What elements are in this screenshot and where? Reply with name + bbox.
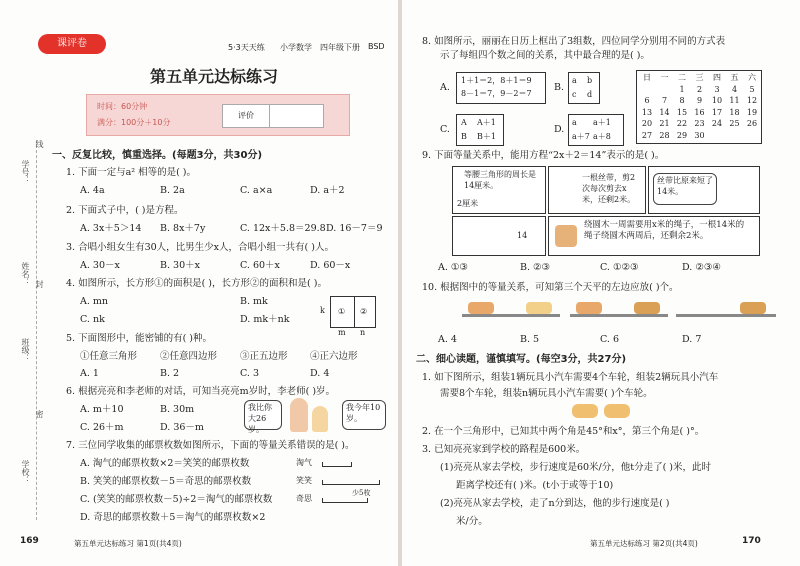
q8-text: 8. 如图所示，丽丽在日历上框出了3组数，四位同学分别用不同的方式表 — [422, 36, 726, 47]
calendar-day: 2 — [696, 84, 703, 94]
student-figure — [312, 406, 328, 432]
calendar-day: 6 — [644, 96, 650, 105]
calendar-day: 30 — [694, 130, 705, 140]
calendar-day: 1 — [679, 84, 685, 94]
q5-text: 5. 下面图形中，能密铺的有( )种。 — [66, 333, 213, 344]
q4-text: 4. 如图所示，长方形①的面积是( )，长方形②的面积和是( )。 — [66, 278, 327, 289]
s2-q3-1-text-cont: 距离学校还有( )米。(t小于或等于10) — [456, 480, 614, 491]
q9-figure-2 — [548, 166, 646, 214]
q8-option-b-box — [568, 72, 600, 104]
q7-option-d[interactable]: D. 奇思的邮票枚数＋5＝淘气的邮票枚数×2 — [80, 512, 266, 523]
q9-text: 9. 下面等量关系中，能用方程“2x＋2＝14”表示的是( )。 — [422, 150, 665, 161]
balance-2 — [570, 300, 668, 320]
toy-car-2 — [604, 404, 630, 418]
q9-fig2-text: 一根丝带，剪2次每次剪去x米，还剩2米。 — [579, 171, 645, 209]
s2-q1-text-cont: 需要8个车轮，组装n辆玩具小汽车需要( )个车轮。 — [440, 388, 653, 399]
calendar-weekday: 五 — [730, 73, 739, 82]
subject-label: 小学数学 — [280, 43, 312, 52]
calendar-weekday: 二 — [678, 73, 686, 82]
q5-option-c[interactable]: C. 3 — [240, 368, 260, 379]
q8d-3: a＋7 — [572, 132, 590, 141]
q9-option-b[interactable]: B. ②③ — [520, 262, 551, 273]
school-label: 学校： — [21, 460, 30, 484]
footer-left: 第五单元达标练习 第1页(共4页) — [74, 539, 182, 548]
q2-option-d[interactable]: D. 16－7＝9 — [326, 223, 383, 234]
stamp-diff-label: 少5枚 — [352, 489, 371, 497]
calendar-day: 10 — [711, 96, 723, 105]
student-no-label: 学号： — [21, 160, 30, 184]
balance-3 — [676, 300, 776, 320]
score-box[interactable] — [222, 104, 324, 128]
calendar-day: 23 — [694, 119, 705, 128]
page-fold — [398, 0, 402, 566]
q1-option-b[interactable]: B. 2a — [160, 185, 185, 196]
q7-option-b[interactable]: B. 笑笑的邮票枚数－5＝奇思的邮票枚数 — [80, 476, 252, 487]
q2-text: 2. 下面式子中，( )是方程。 — [66, 205, 184, 216]
s2-q3-2-text: (2)亮亮从家去学校，走了n分到达，他的步行速度是( ) — [440, 498, 670, 509]
teacher-speech-bubble: 我比你大26岁。 — [244, 400, 282, 430]
q8a-line-2: 8－1＝7，9－2＝7 — [461, 89, 532, 98]
q8c-4: B＋1 — [477, 132, 496, 141]
q1-option-a[interactable]: A. 4a — [80, 185, 105, 196]
seal-mark: 封 — [35, 280, 44, 288]
calendar — [636, 70, 762, 144]
q8d-4: a＋8 — [593, 132, 611, 141]
calendar-day: 15 — [676, 107, 688, 117]
q8-option-d-box — [568, 114, 624, 146]
grade-label: 四年级下册 — [320, 43, 360, 52]
q6-option-a[interactable]: A. m＋10 — [80, 404, 124, 415]
q5-item-4: ④正六边形 — [310, 351, 358, 362]
class-label: 班级： — [21, 338, 30, 362]
q4-option-d[interactable]: D. mk＋nk — [240, 314, 290, 325]
q10-option-b[interactable]: B. 5 — [520, 334, 540, 345]
calendar-weekday: 三 — [695, 73, 704, 82]
teacher-figure — [290, 398, 308, 432]
stamp-bar-xiaoxiao — [322, 480, 380, 485]
q8b-b: b — [587, 76, 593, 85]
q9-figure-4 — [452, 216, 546, 256]
s2-q3-text: 3. 已知亮亮家到学校的路程是600米。 — [422, 444, 586, 455]
calendar-weekday: 一 — [660, 73, 669, 82]
q2-option-b[interactable]: B. 8x＋7y — [160, 223, 206, 234]
time-label: 时间：60分钟 — [97, 102, 148, 111]
q7-text: 7. 三位同学收集的邮票枚数如图所示，下面的等量关系错误的是( )。 — [66, 440, 355, 451]
q9-fig1-label: 2厘米 — [457, 199, 479, 208]
calendar-day: 12 — [746, 96, 758, 105]
calendar-day: 17 — [711, 107, 723, 117]
q8-option-c-letter[interactable]: C. — [440, 124, 450, 135]
q8c-3: B — [461, 132, 467, 141]
q1-option-d[interactable]: D. a＋2 — [310, 185, 345, 196]
q8a-line-1: 1＋1＝2，8＋1＝9 — [461, 76, 532, 85]
calendar-day: 28 — [659, 130, 670, 140]
q10-text: 10. 根据图中的等量关系，可知第三个天平的左边应放( )个。 — [422, 282, 679, 293]
q10-option-c[interactable]: C. 6 — [600, 334, 620, 345]
section-2-title: 二、细心读题，谨慎填写。(每空3分，共27分) — [416, 354, 627, 365]
s2-q2-text: 2. 在一个三角形中，已知其中两个角是45°和x°，第三个角是( )°。 — [422, 426, 705, 437]
calendar-weekday: 六 — [748, 73, 756, 82]
q8d-2: a＋1 — [593, 118, 611, 127]
q3-option-a[interactable]: A. 30－x — [80, 260, 120, 271]
q9-option-d[interactable]: D. ②③④ — [682, 262, 721, 273]
q9-fig4-label: 14 — [517, 231, 528, 240]
calendar-day: 20 — [641, 119, 653, 128]
q8-option-d-letter[interactable]: D. — [554, 124, 565, 135]
calendar-day: 18 — [729, 107, 740, 117]
q8c-2: A＋1 — [477, 118, 496, 127]
calendar-day: 25 — [729, 119, 740, 128]
student-speech-bubble: 我今年10岁。 — [342, 400, 386, 430]
section-1-title: 一、反复比较，慎重选择。(每题3分，共30分) — [52, 150, 263, 161]
edition-label: BSD — [368, 42, 385, 51]
q6-option-c[interactable]: C. 26＋m — [80, 422, 124, 433]
q5-item-2: ②任意四边形 — [160, 351, 218, 362]
q5-option-b[interactable]: B. 2 — [160, 368, 180, 379]
page-number-right: 170 — [742, 536, 761, 546]
q4-option-a[interactable]: A. mn — [80, 296, 109, 307]
log-icon — [555, 225, 577, 247]
q8-option-a-box — [456, 72, 546, 104]
q9-option-a[interactable]: A. ①③ — [438, 262, 468, 273]
q3-option-c[interactable]: C. 60＋x — [240, 260, 280, 271]
series-label: 5·3天天练 — [228, 43, 265, 52]
q10-option-a[interactable]: A. 4 — [438, 334, 457, 345]
q8b-d: d — [587, 90, 593, 99]
q5-option-d[interactable]: D. 4 — [310, 368, 330, 379]
q8d-1: a — [572, 118, 577, 127]
q8-option-c-box — [456, 114, 504, 146]
rect-2-figure — [354, 296, 376, 328]
q3-option-d[interactable]: D. 60－x — [310, 260, 351, 271]
s2-q3-1-text: (1)亮亮从家去学校，步行速度是60米/分，他t分走了( )米，此时 — [440, 462, 711, 473]
page-title: 第五单元达标练习 — [150, 67, 279, 86]
q6-option-b[interactable]: B. 30m — [160, 404, 195, 415]
calendar-day: 19 — [746, 107, 758, 117]
q9-figure-3 — [648, 166, 760, 214]
calendar-day: 24 — [711, 119, 723, 128]
dim-k: k — [320, 306, 325, 315]
calendar-day: 21 — [659, 119, 670, 128]
q9-option-c[interactable]: C. ①②③ — [600, 262, 639, 273]
points-label: 满分：100分＋10分 — [97, 118, 171, 127]
stamp-label-taoqi: 淘气 — [296, 458, 312, 467]
name-label: 姓名： — [21, 262, 30, 286]
calendar-day: 16 — [694, 107, 705, 117]
calendar-day: 11 — [729, 96, 740, 105]
q5-option-a[interactable]: A. 1 — [80, 368, 99, 379]
q8c-1: A — [461, 118, 467, 127]
q3-text: 3. 合唱小组女生有30人，比男生少x人，合唱小组一共有( )人。 — [66, 242, 334, 253]
calendar-day: 9 — [696, 96, 703, 105]
q2-option-c[interactable]: C. 12x＋5.8＝29.8 — [240, 223, 326, 234]
calendar-day: 8 — [679, 96, 685, 105]
q9-fig3-text: 丝带比原来短了14米。 — [653, 173, 717, 205]
calendar-day: 27 — [641, 130, 653, 140]
q9-fig5-text: 绕圆木一周需要用x米的绳子，一根14米的绳子绕圆木两周后，还剩余2米。 — [581, 219, 753, 253]
q10-option-d[interactable]: D. 7 — [682, 334, 702, 345]
calendar-day: 4 — [731, 84, 738, 94]
toy-car-1 — [572, 404, 598, 418]
q9-fig1-text: 等腰三角形的周长是14厘米。 — [461, 168, 545, 194]
calendar-day: 14 — [659, 107, 670, 117]
calendar-day: 7 — [661, 96, 668, 105]
s2-q3-2-text-cont: 米/分。 — [456, 516, 488, 527]
q1-option-c[interactable]: C. a×a — [240, 185, 273, 196]
q8b-a: a — [572, 76, 577, 85]
rect-1-figure — [330, 296, 356, 328]
q8-text-cont: 示了每组四个数之间的关系，其中最合理的是( )。 — [440, 50, 650, 61]
q4-option-b[interactable]: B. mk — [240, 296, 268, 307]
review-badge: 课评卷 — [38, 34, 106, 54]
dim-m: m — [338, 328, 346, 337]
rect-1-label: ① — [338, 307, 346, 316]
q9-figure-5 — [548, 216, 760, 256]
q8b-c: c — [572, 90, 577, 99]
q4-option-c[interactable]: C. nk — [80, 314, 105, 325]
s2-q1-text: 1. 如下图所示，组装1辆玩具小汽车需要4个车轮，组装2辆玩具小汽车 — [422, 372, 719, 383]
calendar-weekday: 日 — [643, 73, 651, 82]
stamp-label-xiaoxiao: 笑笑 — [296, 476, 312, 485]
q5-item-3: ③正五边形 — [240, 351, 288, 362]
q8-option-a-letter[interactable]: A. — [440, 82, 450, 93]
dim-n: n — [360, 328, 366, 337]
rect-2-label: ② — [360, 307, 368, 316]
score-label: 评价 — [223, 105, 270, 127]
q6-text: 6. 根据亮亮和李老师的对话，可知当亮亮m岁时，李老师( )岁。 — [66, 386, 336, 397]
q3-option-b[interactable]: B. 30＋x — [160, 260, 200, 271]
q5-item-1: ①任意三角形 — [80, 351, 138, 362]
calendar-day: 5 — [749, 84, 755, 94]
page-number-left: 169 — [20, 536, 39, 546]
q7-option-c[interactable]: C. (笑笑的邮票枚数－5)÷2＝淘气的邮票枚数 — [80, 494, 273, 505]
line-mark: 线 — [35, 140, 44, 148]
calendar-day: 22 — [676, 119, 688, 128]
footer-right: 第五单元达标练习 第2页(共4页) — [590, 539, 698, 548]
q6-option-d[interactable]: D. 36－m — [160, 422, 204, 433]
binding-line — [36, 140, 37, 520]
calendar-day: 26 — [746, 119, 758, 128]
balance-1 — [462, 300, 560, 320]
q9-figure-1 — [452, 166, 546, 214]
q7-option-a[interactable]: A. 淘气的邮票枚数×2＝笑笑的邮票枚数 — [80, 458, 250, 469]
calendar-day: 29 — [676, 130, 688, 140]
stamp-bar-qisi — [322, 498, 368, 503]
ding-mark: 密 — [35, 410, 44, 418]
stamp-bar-taoqi — [322, 462, 352, 467]
q2-option-a[interactable]: A. 3x＋5＞14 — [80, 223, 142, 234]
q8-option-b-letter[interactable]: B. — [554, 82, 565, 93]
stamp-label-qisi: 奇思 — [296, 494, 312, 503]
calendar-day: 3 — [714, 84, 720, 94]
q1-text: 1. 下面一定与a² 相等的是( )。 — [66, 167, 197, 178]
calendar-weekday: 四 — [713, 73, 721, 82]
calendar-day: 13 — [641, 107, 653, 117]
